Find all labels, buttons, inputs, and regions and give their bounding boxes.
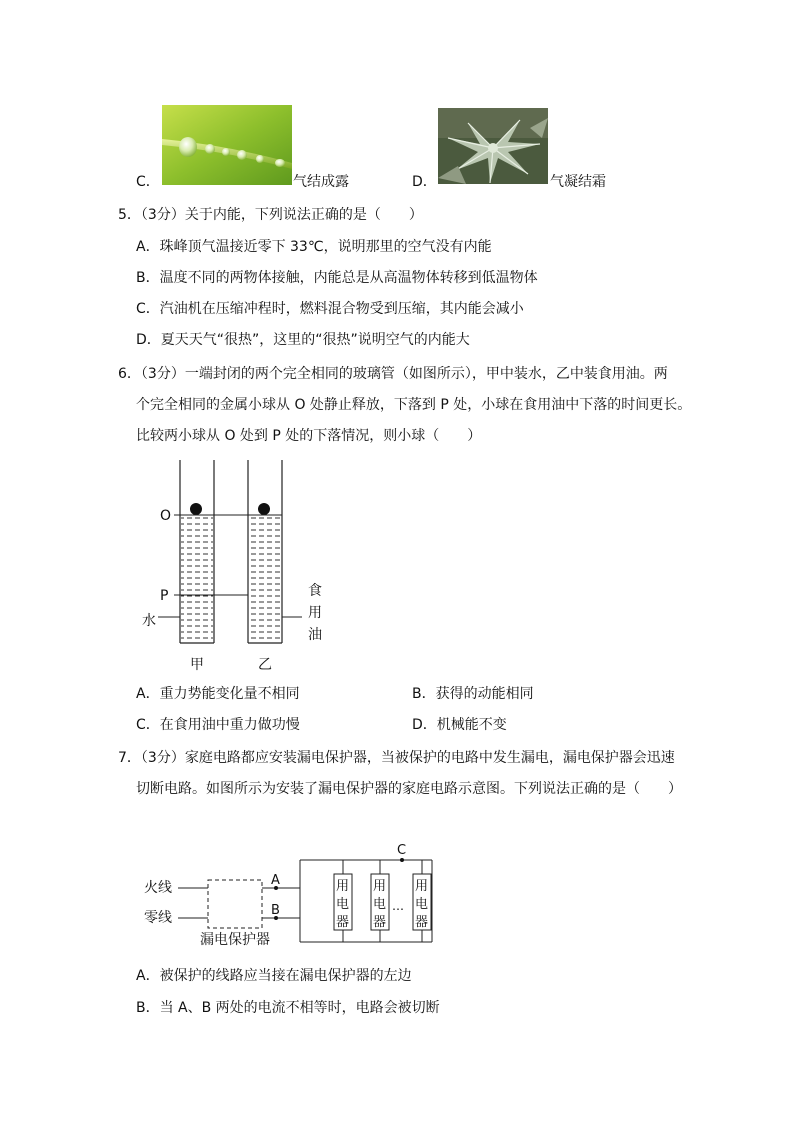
tube-jia	[180, 460, 214, 643]
q4-option-d-letter: D．	[412, 174, 437, 190]
appliance-ellipsis: …	[392, 899, 404, 913]
label-c: C	[397, 843, 407, 858]
label-oil-1: 食	[308, 583, 322, 599]
svg-text:用: 用	[336, 879, 350, 894]
label-live-wire: 火线	[144, 880, 172, 896]
q6-tubes-diagram	[130, 455, 340, 680]
label-water: 水	[142, 613, 156, 629]
q7-option-b: B．当 A、B 两处的电流不相等时，电路会被切断	[136, 1000, 440, 1016]
label-o: O	[160, 508, 172, 524]
dew-drops-image	[162, 105, 292, 185]
appliance-1	[334, 860, 352, 942]
label-oil-3: 油	[308, 627, 322, 643]
svg-text:器: 器	[373, 915, 387, 930]
q6-option-a: A．重力势能变化量不相同	[136, 686, 300, 702]
q5-option-b: B．温度不同的两物体接触，内能总是从高温物体转移到低温物体	[136, 270, 538, 286]
q6-stem-line-2: 个完全相同的金属小球从 O 处静止释放，下落到 P 处，小球在食用油中下落的时间更长。	[136, 397, 692, 413]
label-p: P	[160, 588, 169, 604]
q5-option-d: D．夏天天气“很热”，这里的“很热”说明空气的内能大	[136, 332, 470, 348]
appliance-2	[371, 860, 389, 942]
q6-stem-line-1: 6．（3分）一端封闭的两个完全相同的玻璃管（如图所示），甲中装水，乙中装食用油。两	[118, 366, 668, 382]
label-b: B	[271, 903, 280, 918]
q4-option-c-letter: C．	[136, 174, 160, 190]
q7-circuit-diagram	[140, 838, 440, 950]
q6-option-b: B．获得的动能相同	[412, 686, 534, 702]
q5-stem: 5．（3分）关于内能，下列说法正确的是（ ）	[118, 207, 423, 223]
label-oil-2: 用	[308, 605, 322, 621]
ball-yi	[258, 503, 270, 515]
protector-box	[208, 880, 262, 928]
svg-text:用: 用	[415, 879, 429, 894]
tube-yi	[248, 460, 282, 643]
q4-option-d-caption: 气凝结霜	[550, 174, 606, 190]
q6-option-d: D．机械能不变	[412, 717, 507, 733]
label-jia: 甲	[190, 657, 204, 673]
q5-option-a: A．珠峰顶气温接近零下 33℃，说明那里的空气没有内能	[136, 239, 492, 255]
q7-option-a: A．被保护的线路应当接在漏电保护器的左边	[136, 968, 412, 984]
svg-text:电: 电	[336, 897, 350, 912]
svg-text:器: 器	[415, 915, 429, 930]
svg-text:用: 用	[373, 879, 387, 894]
q4-option-c-caption: 气结成露	[293, 174, 349, 190]
svg-text:器: 器	[336, 915, 350, 930]
label-protector: 漏电保护器	[200, 932, 270, 948]
q6-option-c: C．在食用油中重力做功慢	[136, 717, 300, 733]
label-neutral-wire: 零线	[144, 910, 172, 926]
svg-text:电: 电	[415, 897, 429, 912]
label-a: A	[271, 873, 280, 888]
q7-stem-line-2: 切断电路。如图所示为安装了漏电保护器的家庭电路示意图。下列说法正确的是（ ）	[136, 781, 682, 797]
ball-jia	[190, 503, 202, 515]
q7-stem-line-1: 7．（3分）家庭电路都应安装漏电保护器，当被保护的电路中发生漏电，漏电保护器会迅速	[118, 750, 675, 766]
q6-stem-line-3: 比较两小球从 O 处到 P 处的下落情况，则小球（ ）	[136, 428, 482, 444]
appliance-3	[413, 860, 431, 942]
frost-leaves-image	[438, 108, 548, 184]
svg-text:电: 电	[373, 897, 387, 912]
label-yi: 乙	[258, 657, 272, 673]
point-c-dot	[400, 858, 404, 862]
q5-option-c: C．汽油机在压缩冲程时，燃料混合物受到压缩，其内能会减小	[136, 301, 524, 317]
